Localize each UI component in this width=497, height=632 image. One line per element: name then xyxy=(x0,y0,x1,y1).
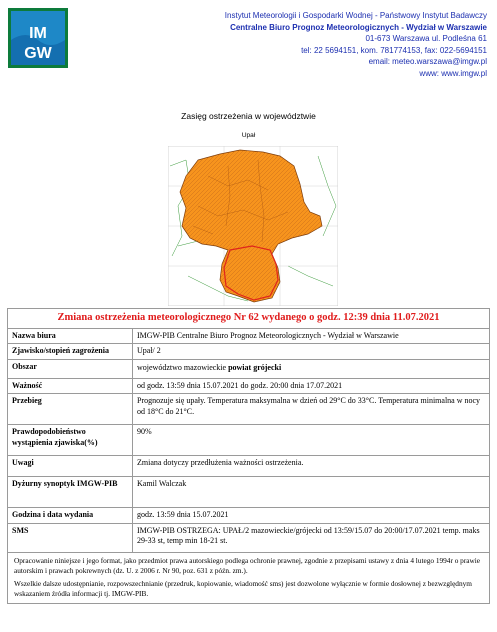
issued-label: Godzina i data wydania xyxy=(8,508,133,524)
email[interactable]: email: meteo.warszawa@imgw.pl xyxy=(368,57,487,66)
forecaster-value: Kamil Walczak xyxy=(133,477,490,508)
area-label: Obszar xyxy=(8,359,133,378)
bureau-name: Centralne Biuro Prognoz Meteorologicznych - Wydział w Warszawie xyxy=(230,22,487,32)
warning-table xyxy=(7,308,490,604)
office-label: Nazwa biura xyxy=(8,328,133,344)
probability-value: 90% xyxy=(133,425,490,456)
probability-label: Prawdopodobieństwo wystąpienia zjawiska(%) xyxy=(8,425,133,456)
warning-title: Zmiana ostrzeżenia meteorologicznego Nr 62 wydanego o godz. 12:39 dnia 11.07.2021 xyxy=(8,309,490,329)
area-region: województwo mazowieckie xyxy=(137,363,229,373)
issued-value: godz. 13:59 dnia 15.07.2021 xyxy=(133,508,490,524)
remarks-label: Uwagi xyxy=(8,456,133,477)
imgw-logo xyxy=(8,8,68,68)
phones: tel: 22 5694151, kom. 781774153, fax: 022-5694151 xyxy=(301,45,487,55)
redistribution-text: Wszelkie dalsze udostępnianie, rozpowszechnianie (przedruk, kopiowanie, wiadomość sms) jest dozwolone wyłącznie w formie dosłownej z bezwzględnym wskazaniem źródła informacji tj. IMGW-PIB. xyxy=(14,578,472,598)
validity-value: od godz. 13:59 dnia 15.07.2021 do godz. 20:00 dnia 17.07.2021 xyxy=(133,378,490,394)
office-value: IMGW-PIB Centralne Biuro Prognoz Meteorologicznych - Wydział w Warszawie xyxy=(133,328,490,344)
svg-text:GW: GW xyxy=(24,45,52,62)
institute-name: Instytut Meteorologii i Gospodarki Wodnej - Państwowy Instytut Badawczy xyxy=(224,11,487,20)
area-county: powiat grójecki xyxy=(228,363,282,373)
course-value: Prognozuje się upały. Temperatura maksymalna w dzień od 29°C do 33°C. Temperatura minimalna w nocy od 18°C do 21°C. xyxy=(133,394,490,425)
course-label: Przebieg xyxy=(8,394,133,425)
remarks-value: Zmiana dotyczy przedłużenia ważności ostrzeżenia. xyxy=(133,456,490,477)
copyright-text: Opracowanie niniejsze i jego format, jako przedmiot prawa autorskiego podlega ochronie prawnej, zgodnie z przepisami ustawy z dnia 4 lutego 1994r o prawie autorskim i prawach pokrewnych (dz. U. z 2006 r. Nr 90, poz. 631 z późn. zm.). xyxy=(14,555,481,575)
map-title: Zasięg ostrzeżenia w województwie xyxy=(181,111,316,121)
area-value xyxy=(133,359,490,378)
institute-header xyxy=(157,10,487,79)
phenomenon-label: Zjawisko/stopień zagrożenia xyxy=(8,344,133,360)
address: 01-673 Warszawa ul. Podleśna 61 xyxy=(365,34,487,43)
forecaster-label: Dyżurny synoptyk IMGW-PIB xyxy=(8,477,133,508)
phenomenon-value: Upał/ 2 xyxy=(133,344,490,360)
sms-label: SMS xyxy=(8,523,133,552)
website[interactable]: www: www.imgw.pl xyxy=(419,68,487,78)
svg-text:IM: IM xyxy=(29,25,47,42)
map-hazard-label: Upał xyxy=(241,132,256,139)
sms-value: IMGW-PIB OSTRZEGA: UPAŁ/2 mazowieckie/grójecki od 13:59/15.07 do 20:00/17.07.2021 temp. maks 29-33 st, temp min 18-21 st. xyxy=(133,523,490,552)
voivodeship-map xyxy=(168,146,338,306)
validity-label: Ważność xyxy=(8,378,133,394)
copyright-note xyxy=(8,552,490,603)
